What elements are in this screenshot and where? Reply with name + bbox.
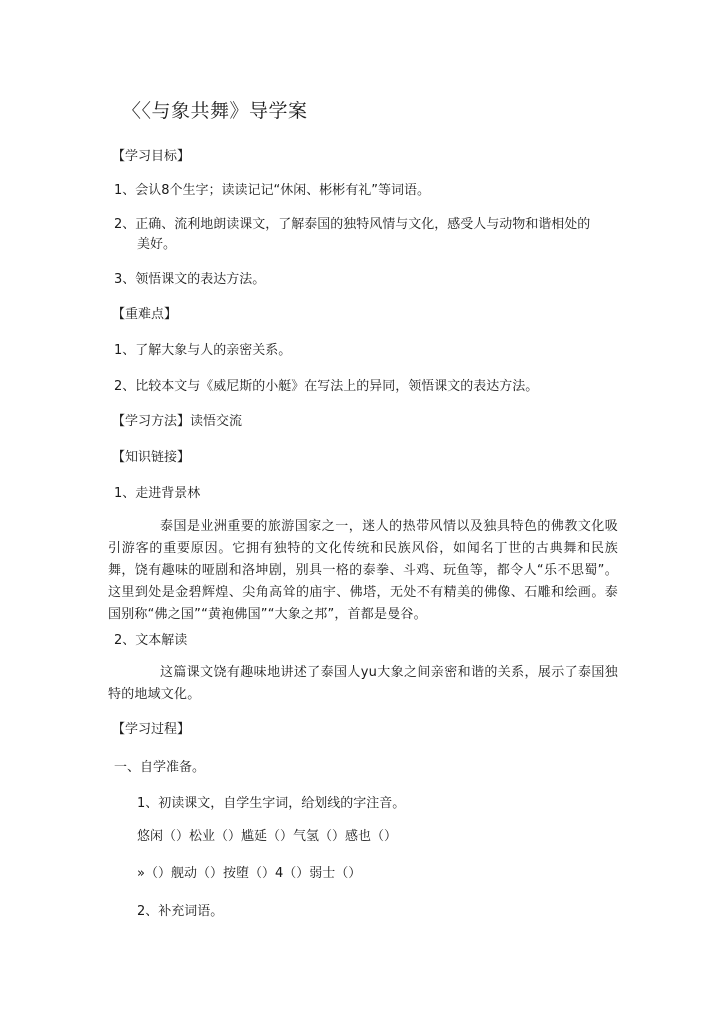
- pinyin-exercise-row-1: 悠闲（）松业（）尴延（）气氢（）感也（）: [137, 829, 398, 844]
- step-item-1: 1、初读课文，自学生字词，给划线的字注音。: [137, 796, 406, 811]
- page-title: 〈〈与象共舞》导学案: [122, 100, 308, 122]
- step-item-2: 2、补充词语。: [137, 904, 224, 919]
- objective-item-1: 1、会认8个生字；读读记记“休闲、彬彬有礼”等词语。: [114, 183, 431, 198]
- knowledge-heading: 【知识链接】: [112, 450, 191, 465]
- process-heading: 【学习过程】: [112, 722, 191, 737]
- text-reading-paragraph: 这篇课文饶有趣味地讲述了泰国人yu大象之间亲密和谐的关系，展示了泰国独特的地域文化。: [108, 665, 618, 702]
- keypoint-item-2: 2、比较本文与《威尼斯的小艇》在写法上的异同，领悟课文的表达方法。: [114, 379, 539, 394]
- objective-item-2: 2、正确、流利地朗读课文，了解泰国的独特风情与文化，感受人与动物和谐相处的: [114, 217, 591, 232]
- method-line: 【学习方法】读悟交流: [112, 414, 243, 429]
- pinyin-exercise-row-2: »（）舰动（）按堕（）4（）弱士（）: [137, 866, 362, 881]
- section-1-heading: 一、自学准备。: [114, 760, 206, 775]
- link-item-1: 1、走进背景林: [114, 486, 201, 501]
- link-item-2: 2、文本解读: [114, 633, 188, 648]
- objective-item-2-continued: 美好。: [137, 237, 177, 252]
- objectives-heading: 【学习目标】: [112, 149, 191, 164]
- background-paragraph: 泰国是业洲重要的旅游国家之一，迷人的热带风情以及独具特色的佛教文化吸引游客的重要原因。它拥有独特的文化传统和民族风俗，如闻名丁世的古典舞和民族舞，饶有趣味的哑剧和洛坤剧，别具一格的泰拳、斗鸡、玩鱼等，都令人“乐不思蜀”。这里到处是金碧辉煌、尖角高耸的庙宇、佛塔，无处不有精美的佛像、石雕和绘画。泰国别称“佛之国”“黄袍佛国”“大象之邦”，首都是曼谷。: [108, 519, 618, 622]
- keypoints-heading: 【重难点】: [112, 307, 178, 322]
- keypoint-item-1: 1、了解大象与人的亲密关系。: [114, 343, 292, 358]
- objective-item-3: 3、领悟课文的表达方法。: [114, 272, 266, 287]
